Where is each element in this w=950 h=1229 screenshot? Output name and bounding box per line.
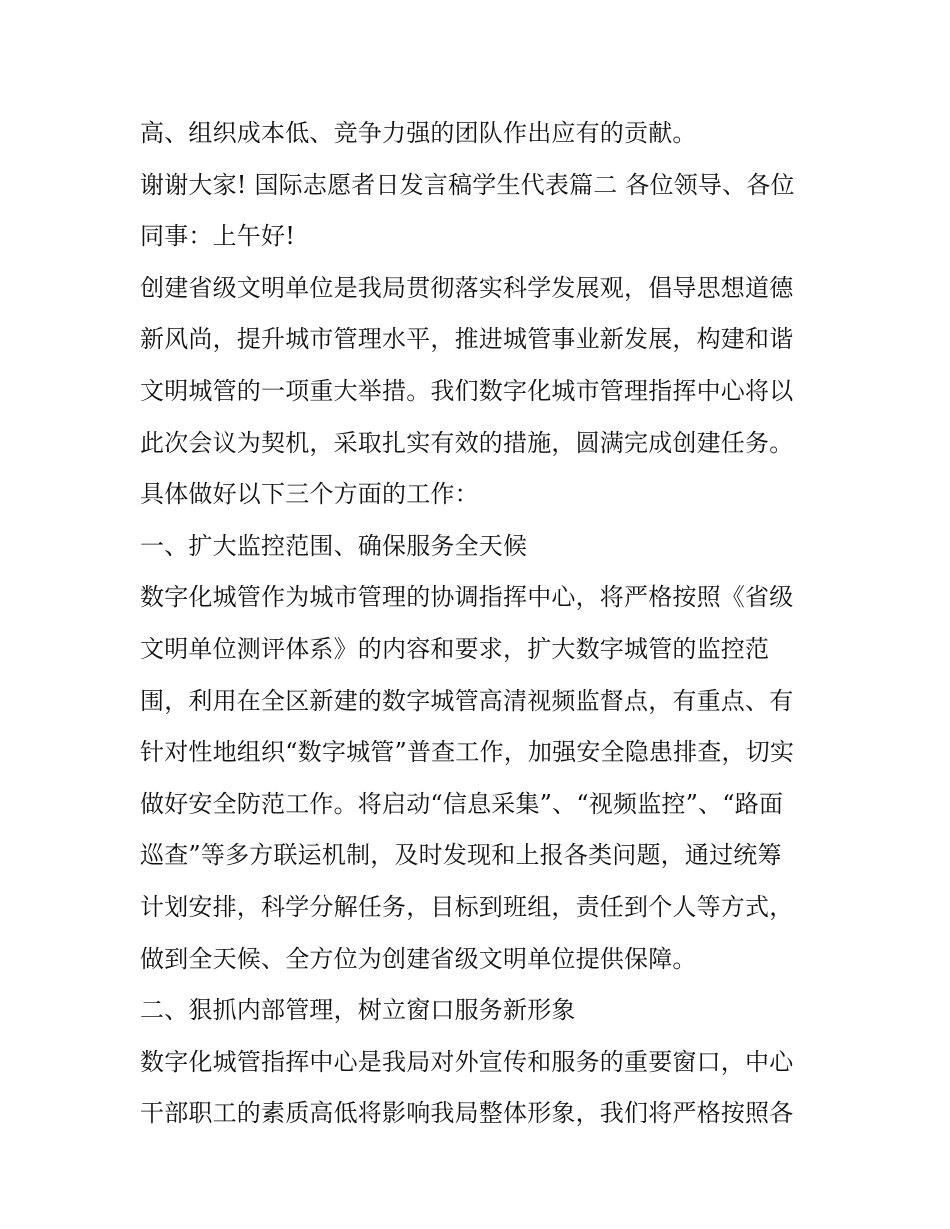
section-heading: 一、扩大监控范围、确保服务全天候: [140, 531, 528, 560]
text-line: 做好安全防范工作。将启动“信息采集”、“视频监控”、“路面: [140, 789, 784, 818]
text-line: 计划安排，科学分解任务，目标到班组，责任到个人等方式，: [140, 892, 794, 921]
section-heading: 二、狠抓内部管理，树立窗口服务新形象: [140, 996, 576, 1025]
text-line: 谢谢大家! 国际志愿者日发言稿学生代表篇二 各位领导、各位: [140, 170, 795, 199]
text-line: 数字化城管作为城市管理的协调指挥中心，将严格按照《省级: [140, 583, 794, 612]
text-line: 新风尚，提升城市管理水平，推进城管事业新发展，构建和谐: [140, 325, 794, 354]
text-line: 针对性地组织“数字城管”普查工作，加强安全隐患排查，切实: [140, 738, 795, 767]
text-line: 文明单位测评体系》的内容和要求，扩大数字城管的监控范: [140, 634, 770, 663]
text-line: 干部职工的素质高低将影响我局整体形象，我们将严格按照各: [140, 1099, 794, 1128]
text-line: 巡查”等多方联运机制，及时发现和上报各类问题，通过统筹: [140, 841, 782, 870]
text-line: 数字化城管指挥中心是我局对外宣传和服务的重要窗口，中心: [140, 1047, 794, 1076]
text-line: 做到全天候、全方位为创建省级文明单位提供保障。: [140, 944, 697, 973]
text-line: 高、组织成本低、竞争力强的团队作出应有的贡献。: [140, 119, 697, 147]
text-line: 具体做好以下三个方面的工作：: [140, 480, 479, 509]
text-line: 文明城管的一项重大举措。我们数字化城市管理指挥中心将以: [140, 376, 794, 405]
text-line: 围，利用在全区新建的数字城管高清视频监督点，有重点、有: [140, 686, 794, 715]
text-line: 创建省级文明单位是我局贯彻落实科学发展观，倡导思想道德: [140, 273, 794, 302]
text-line: 同事：上午好!: [140, 222, 296, 251]
text-line: 此次会议为契机，采取扎实有效的措施，圆满完成创建任务。: [140, 428, 794, 457]
document-body: [140, 108, 820, 1140]
